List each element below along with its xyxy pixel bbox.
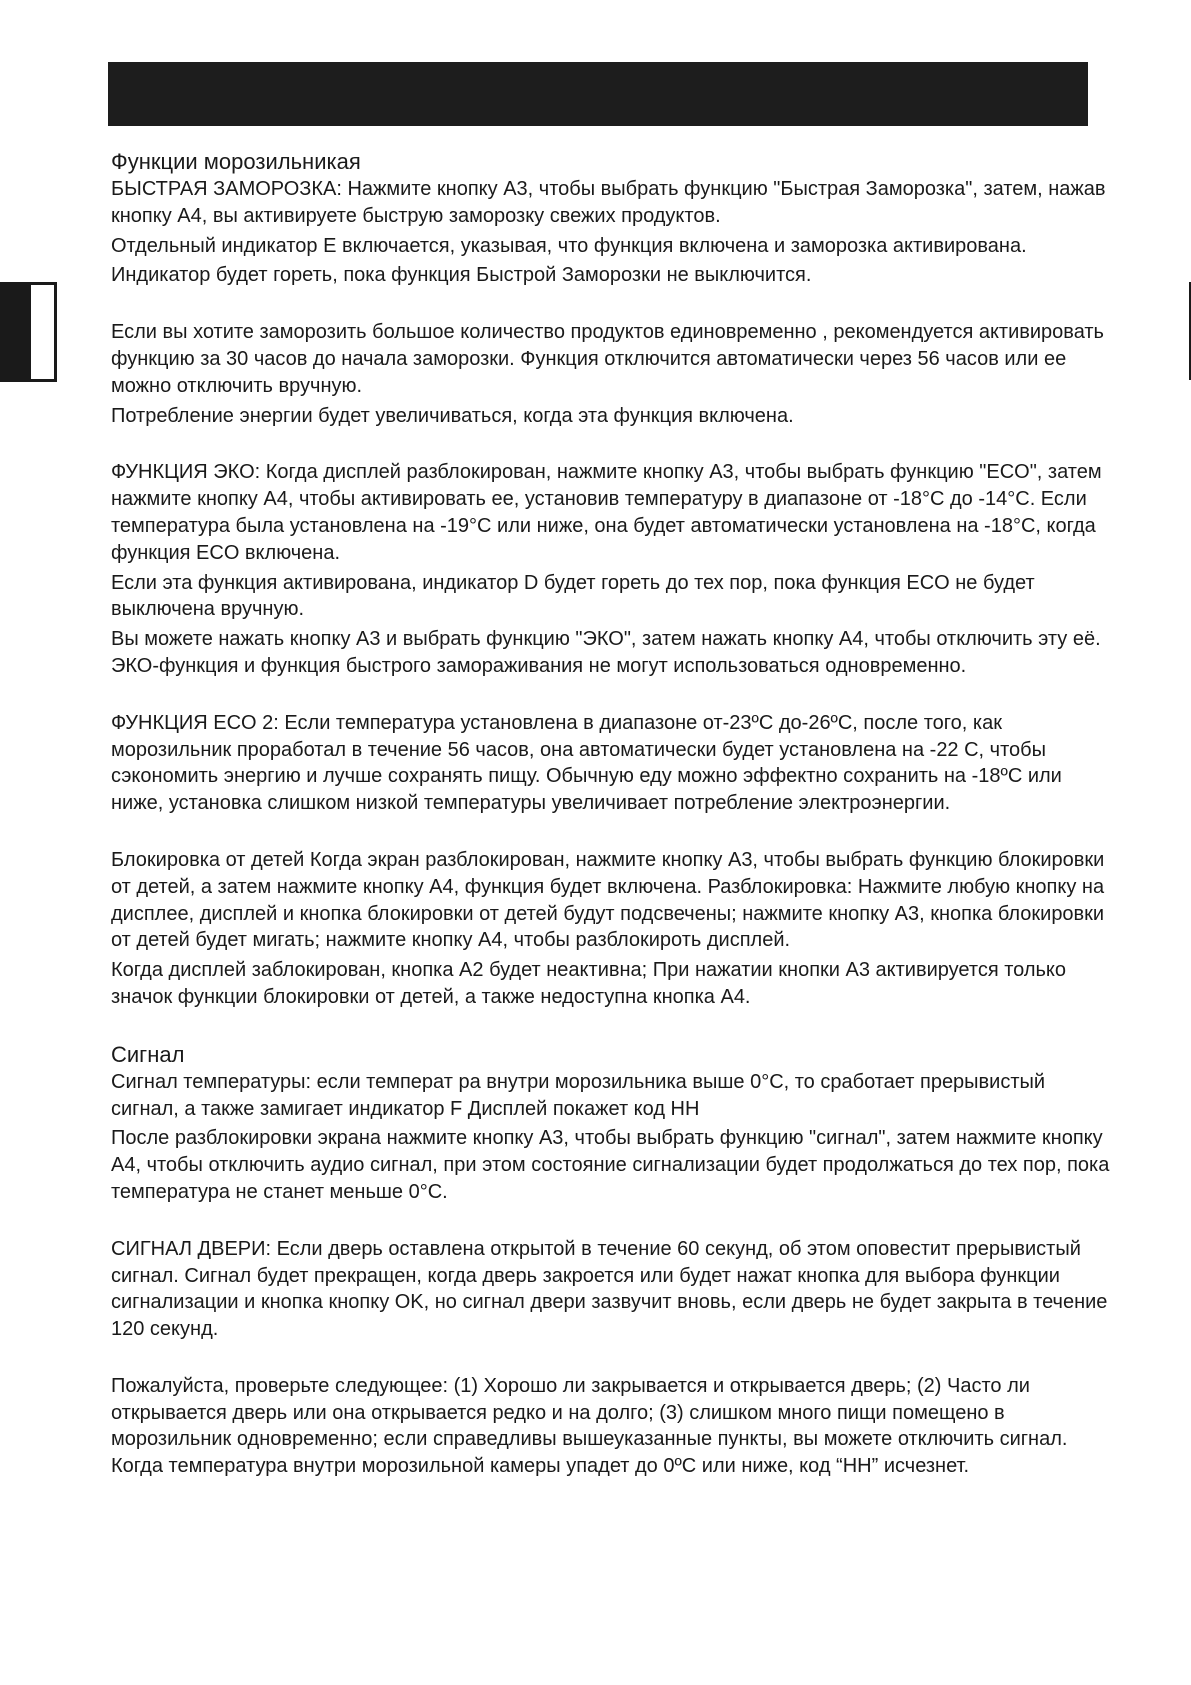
section-door-alarm <box>111 1236 1111 1343</box>
header-bar <box>108 62 1088 126</box>
section-eco <box>111 459 1111 679</box>
section-title-alarm: Сигнал <box>111 1041 185 1067</box>
section-eco-2 <box>111 710 1111 817</box>
paragraph-indicator-e: Отдельный индикатор E включается, указывая, что функция включена и заморозка активирована. <box>111 234 1027 257</box>
paragraph-energy-consumption: Потребление энергии будет увеличиваться, когда эта функция включена. <box>111 404 794 427</box>
paragraph-quick-freeze: БЫСТРАЯ ЗАМОРОЗКА: Нажмите кнопку A3, чтобы выбрать функцию "Быстрая Заморозка", затем, нажав кнопку A4, вы активируете быструю заморозку свежих продуктов. <box>111 178 1106 227</box>
paragraph-door-alarm: СИГНАЛ ДВЕРИ: Если дверь оставлена открытой в течение 60 секунд, об этом оповестит прерывистый сигнал. Сигнал будет прекращен, когда дверь закроется или будет нажат кнопка для выбора функции сигнализации и кнопка кнопку OK, но сигнал двери зазвучит вновь, если дверь не будет закрыта в течение 120 секунд. <box>111 1237 1108 1341</box>
paragraph-alarm-disable: После разблокировки экрана нажмите кнопку A3, чтобы выбрать функцию "сигнал", затем нажмите кнопку A4, чтобы отключить аудио сигнал, при этом состояние сигнализации будет продолжаться до тех пор, пока температура не станет меньше 0°C. <box>111 1127 1110 1203</box>
section-title-freezer-functions: Функции морозильникая <box>111 149 361 174</box>
section-check <box>111 1373 1111 1480</box>
paragraph-eco-2: ФУНКЦИЯ ECO 2: Если температура установлена в диапазоне от-23ºC до-26ºC, после того, как морозильник проработал в течение 56 часов, она автоматически будет установлена на -22 C, чтобы сэкономить энергию и лучше сохранять пищу. Обычную еду можно эффектно сохранить на -18ºC или ниже, установка слишком низкой температуры увеличивает потребление электроэнергии. <box>111 711 1062 815</box>
paragraph-eco-function: ФУНКЦИЯ ЭКО: Когда дисплей разблокирован, нажмите кнопку A3, чтобы выбрать функцию "ECO", затем нажмите кнопку A4, чтобы активировать ее, установив температуру в диапазоне от -18°C до -14°C. Если температура была установлена на -19°C или ниже, она будет автоматически установлена на -18°C, когда функция ECO включена. <box>111 461 1102 564</box>
paragraph-check-list: Пожалуйста, проверьте следующее: (1) Хорошо ли закрывается и открывается дверь; (2) Часто ли открывается дверь или она открывается редко и на долго; (3) слишком много пищи помещено в морозильник одновременно; если справедливы вышеуказанные пункты, вы можете отключить сигнал. Когда температура внутри морозильной камеры упадет до 0ºC или ниже, код “HH” исчезнет. <box>111 1374 1068 1478</box>
paragraph-eco-indicator-d: Если эта функция активирована, индикатор D будет гореть до тех пор, пока функция ECO не будет выключена вручную. <box>111 571 1035 621</box>
section-freezer-functions <box>111 148 1111 289</box>
paragraph-temperature-alarm: Сигнал температуры: если температ ра внутри морозильника выше 0°C, то сработает прерывистый сигнал, а также замигает индикатор F Дисплей покажет код HH <box>111 1070 1046 1120</box>
section-child-lock <box>111 847 1111 1011</box>
document-body <box>111 148 1111 1510</box>
paragraph-indicator-on: Индикатор будет гореть, пока функция Быстрой Заморозки не выключится. <box>111 264 812 287</box>
paragraph-child-lock: Блокировка от детей Когда экран разблокирован, нажмите кнопку A3, чтобы выбрать функцию блокировки от детей, а затем нажмите кнопку A4, функция будет включена. Разблокировка: Нажмите любую кнопку на дисплее, дисплей и кнопка блокировки от детей будут подсвечены; нажмите кнопку A3, кнопка блокировки от детей будет мигать; нажмите кнопку A4, чтобы разблокироть дисплей. <box>111 848 1105 952</box>
section-bulk-freeze <box>111 319 1111 429</box>
paragraph-eco-disable: Вы можете нажать кнопку A3 и выбрать функцию "ЭКО", затем нажать кнопку A4, чтобы отключить эту её. ЭКО-функция и функция быстрого замораживания не могут использоваться одновременно. <box>111 628 1101 677</box>
paragraph-bulk-freeze: Если вы хотите заморозить большое количество продуктов единовременно , рекомендуется активировать функцию за 30 часов до начала заморозки. Функция отключится автоматически через 56 часов или ее можно отключить вручную. <box>111 321 1104 397</box>
paragraph-display-locked: Когда дисплей заблокирован, кнопка A2 будет неактивна; При нажатии кнопки A3 активируется только значок функции блокировки от детей, а также недоступна кнопка A4. <box>111 959 1067 1008</box>
side-section-tab-fill <box>3 285 31 379</box>
side-section-tab <box>0 282 57 382</box>
section-alarm <box>111 1041 1111 1206</box>
